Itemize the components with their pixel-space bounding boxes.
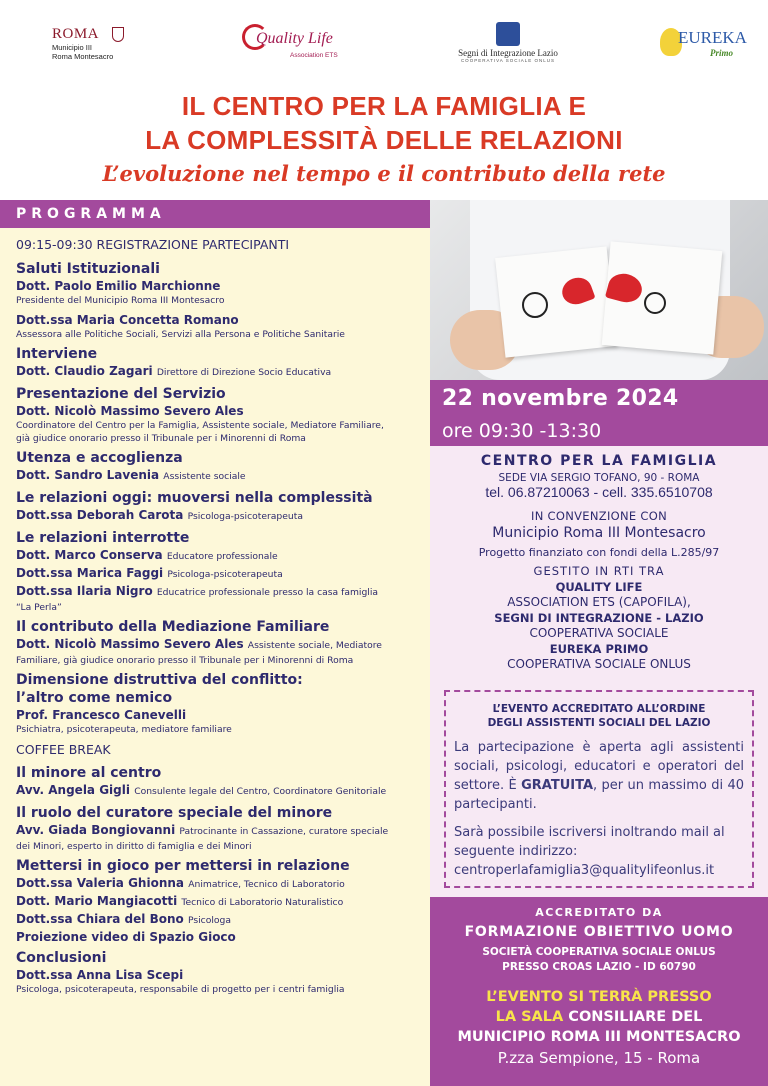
- participation-text-a: La partecipazione è aperta agli assistenti sociali, psicologi, educatori e operatori del settore. È: [454, 740, 744, 793]
- speaker-role: Psicologa, psicoterapeuta, responsabile di progetto per i centri famiglia: [16, 984, 345, 995]
- speaker-line: [16, 583, 430, 601]
- speaker-name: Dott.ssa Valeria Ghionna: [16, 876, 185, 890]
- center-details: [430, 453, 768, 671]
- event-date: 22 novembre 2024: [442, 386, 679, 411]
- center-phone: tel. 06.87210063 - cell. 335.6510708: [485, 484, 713, 500]
- accredited-by-label: ACCREDITATO DA: [535, 906, 663, 919]
- program-section: [16, 385, 430, 445]
- venue-announcement: [430, 987, 768, 1047]
- speaker-role: Animatrice, Tecnico di Laboratorio: [188, 879, 345, 890]
- section-title: l’altro come nemico: [16, 690, 173, 706]
- section-title: Utenza e accoglienza: [16, 450, 183, 466]
- speaker-role: dei Minori, esperto in diritto di famiglia e dei Minori: [16, 841, 252, 852]
- speaker-name: Dott.ssa Marica Faggi: [16, 566, 164, 580]
- accreditation-heading: [446, 702, 752, 730]
- eureka-sub: Primo: [710, 48, 734, 58]
- venue-address: P.zza Sempione, 15 - Roma: [497, 1049, 701, 1067]
- venue-line2: [430, 1007, 768, 1027]
- speaker-name: Dott. Nicolò Massimo Severo Ales: [16, 637, 244, 651]
- speaker-role: Direttore di Direzione Socio Educativa: [156, 367, 332, 378]
- section-title: Interviene: [16, 346, 98, 362]
- quality-life-sub: Association ETS: [290, 52, 338, 59]
- speaker-role: Psicologa-psicoterapeuta: [167, 569, 283, 580]
- speaker-role: Psicologa: [187, 915, 231, 926]
- section-title: Il contributo della Mediazione Familiare: [16, 619, 330, 635]
- roma-crest-icon: [112, 27, 124, 42]
- partner-org-sub: ASSOCIATION ETS (CAPOFILA),: [507, 595, 691, 609]
- speaker-line: [16, 875, 430, 893]
- accreditation-box: [444, 690, 754, 888]
- speaker-role: Educatrice professionale presso la casa famiglia: [156, 587, 379, 598]
- speaker-role: Consulente legale del Centro, Coordinatore Genitoriale: [134, 786, 387, 797]
- program-section: [16, 857, 430, 945]
- center-info-box: [430, 446, 768, 897]
- speaker-line: [16, 822, 430, 840]
- eureka-logo: [660, 24, 747, 64]
- managed-label: GESTITO IN RTI TRA: [533, 564, 665, 578]
- program-section: [16, 618, 430, 667]
- speaker-line: [16, 893, 430, 911]
- roma-municipio-logo: [52, 26, 142, 61]
- partner-org-name: QUALITY LIFE: [555, 580, 643, 594]
- program-section: [16, 764, 430, 800]
- partner-org-name: EUREKA PRIMO: [549, 642, 649, 656]
- speaker-line: [16, 547, 430, 565]
- roma-wordmark: ROMA: [52, 26, 100, 42]
- date-box: [430, 380, 768, 446]
- program-header: PROGRAMMA: [0, 200, 430, 228]
- center-title: CENTRO PER LA FAMIGLIA: [480, 453, 718, 469]
- torn-paper-photo: [430, 200, 768, 380]
- speaker-role: Assessora alle Politiche Sociali, Servizi alla Persona e Politiche Sanitarie: [16, 329, 345, 340]
- program-body: [0, 228, 430, 996]
- section-title: Il ruolo del curatore speciale del minore: [16, 805, 333, 821]
- convention-label: IN CONVENZIONE CON: [531, 509, 667, 523]
- speaker-name: Avv. Giada Bongiovanni: [16, 823, 176, 837]
- speaker-role: “La Perla”: [16, 602, 62, 613]
- program-column: [0, 200, 430, 1086]
- logo-bar: [0, 0, 768, 80]
- speaker-role: già giudice onorario presso il Tribunale per i Minorenni di Roma: [16, 433, 306, 444]
- speaker-line: [16, 507, 430, 525]
- event-subtitle: L’evoluzione nel tempo e il contributo della rete: [102, 161, 666, 186]
- speaker-line: [16, 782, 430, 800]
- speaker-line: [16, 636, 430, 654]
- center-address: SEDE VIA SERGIO TOFANO, 90 - ROMA: [498, 472, 700, 484]
- title-line-1: IL CENTRO PER LA FAMIGLIA E: [181, 91, 587, 121]
- section-title: Le relazioni interrotte: [16, 530, 190, 546]
- registration-text: [446, 823, 752, 880]
- section-title: Dimensione distruttiva del conflitto:: [16, 672, 303, 688]
- speaker-role: Psicologa-psicoterapeuta: [187, 511, 303, 522]
- speaker-name: Dott.ssa Ilaria Nigro: [16, 584, 153, 598]
- speaker-name: Dott.ssa Anna Lisa Scepi: [16, 968, 184, 982]
- project-funding: Progetto finanziato con fondi della L.285/97: [478, 546, 720, 559]
- section-title: Saluti Istituzionali: [16, 261, 160, 277]
- speaker-role: Presidente del Municipio Roma III Montesacro: [16, 295, 225, 306]
- registration-line: 09:15-09:30 REGISTRAZIONE PARTECIPANTI: [16, 237, 290, 252]
- venue-line1: L’EVENTO SI TERRÀ PRESSO: [486, 989, 712, 1005]
- accreditation-heading-line1: L’EVENTO ACCREDITATO ALL’ORDINE: [492, 703, 706, 715]
- video-projection: Proiezione video di Spazio Gioco: [16, 930, 236, 944]
- accrediting-body-details: [430, 945, 768, 975]
- quality-life-wordmark: Quality Life: [256, 30, 333, 47]
- venue-line2-rest: CONSILIARE DEL: [568, 1009, 703, 1025]
- registration-instructions: Sarà possibile iscriversi inoltrando mail al seguente indirizzo:: [454, 825, 725, 859]
- speaker-name: Dott. Mario Mangiacotti: [16, 894, 178, 908]
- program-section: [16, 345, 430, 381]
- speaker-line: [16, 565, 430, 583]
- section-title: Il minore al centro: [16, 765, 162, 781]
- free-label: GRATUITA: [521, 778, 594, 793]
- program-section: [16, 804, 430, 853]
- speaker-name: Dott. Nicolò Massimo Severo Ales: [16, 404, 244, 418]
- section-title: Mettersi in gioco per mettersi in relazione: [16, 858, 350, 874]
- section-title: Presentazione del Servizio: [16, 386, 226, 402]
- society-line2: PRESSO CROAS LAZIO - ID 60790: [502, 961, 696, 973]
- speaker-role: Assistente sociale: [163, 471, 246, 482]
- section-title: Conclusioni: [16, 950, 107, 966]
- speaker-role: Coordinatore del Centro per la Famiglia, Assistente sociale, Mediatore Familiare,: [16, 420, 384, 431]
- title-line-2: LA COMPLESSITÀ DELLE RELAZIONI: [145, 125, 623, 155]
- speaker-name: Avv. Angela Gigli: [16, 783, 130, 797]
- segni-integrazione-logo: [440, 22, 576, 66]
- speaker-role: Psichiatra, psicoterapeuta, mediatore familiare: [16, 724, 232, 735]
- participation-text-b: , per un massimo di 40 partecipanti.: [454, 778, 744, 812]
- girl-drawing-icon: [522, 292, 548, 318]
- speaker-name: Dott. Claudio Zagari: [16, 364, 153, 378]
- speaker-name: Dott. Sandro Lavenia: [16, 468, 160, 482]
- paper-left-half: [495, 246, 617, 357]
- accreditation-heading-line2: DEGLI ASSISTENTI SOCIALI DEL LAZIO: [487, 717, 711, 729]
- program-section: [16, 449, 430, 485]
- registration-email[interactable]: centroperlafamiglia3@qualitylifeonlus.it: [454, 863, 715, 878]
- accrediting-body: FORMAZIONE OBIETTIVO UOMO: [464, 924, 734, 940]
- speaker-line: [16, 467, 430, 485]
- speaker-name: Dott. Paolo Emilio Marchionne: [16, 279, 221, 293]
- partner-org-sub: COOPERATIVA SOCIALE: [529, 626, 669, 640]
- partner-org-name: SEGNI DI INTEGRAZIONE - LAZIO: [494, 611, 704, 625]
- segni-sub: COOPERATIVA SOCIALE ONLUS: [460, 58, 556, 63]
- event-title-block: [0, 89, 768, 189]
- participation-text: [446, 738, 752, 814]
- speaker-role: Familiare, già giudice onorario presso il Tribunale per i Minorenni di Roma: [16, 655, 354, 666]
- speaker-name: Prof. Francesco Canevelli: [16, 708, 187, 722]
- municipio-name: Municipio Roma III Montesacro: [492, 525, 706, 541]
- roma-line1: Municipio III: [52, 43, 93, 52]
- segni-wordmark: Segni di Integrazione Lazio: [458, 48, 558, 58]
- boy-drawing-icon: [644, 292, 666, 314]
- speaker-name: Dott. Marco Conserva: [16, 548, 163, 562]
- roma-line2: Roma Montesacro: [52, 52, 114, 61]
- program-section: [16, 671, 430, 736]
- venue-line2-highlight: LA SALA: [495, 1009, 564, 1025]
- speaker-name: Dott.ssa Chiara del Bono: [16, 912, 184, 926]
- speaker-line: [16, 363, 430, 381]
- society-line1: SOCIETÀ COOPERATIVA SOCIALE ONLUS: [482, 946, 716, 958]
- venue-line3: MUNICIPIO ROMA III MONTESACRO: [457, 1029, 741, 1045]
- speaker-name: Dott.ssa Deborah Carota: [16, 508, 184, 522]
- event-time: ore 09:30 -13:30: [442, 420, 602, 442]
- speaker-line: [16, 911, 430, 929]
- venue-box: [430, 897, 768, 1086]
- section-title: Le relazioni oggi: muoversi nella complessità: [16, 490, 373, 506]
- program-section: [16, 489, 430, 525]
- coffee-break: COFFEE BREAK: [16, 742, 111, 757]
- program-section: [16, 260, 430, 341]
- quality-life-logo: [242, 22, 352, 64]
- speaker-role: Educatore professionale: [166, 551, 278, 562]
- segni-hand-icon: [496, 22, 520, 46]
- speaker-role: Tecnico di Laboratorio Naturalistico: [181, 897, 344, 908]
- speaker-role: Assistente sociale, Mediatore: [247, 640, 382, 651]
- program-section: [16, 529, 430, 614]
- partner-org-sub: COOPERATIVA SOCIALE ONLUS: [507, 657, 691, 671]
- program-section: [16, 949, 430, 996]
- speaker-name: Dott.ssa Maria Concetta Romano: [16, 313, 239, 327]
- speaker-role: Patrocinante in Cassazione, curatore speciale: [179, 826, 389, 837]
- eureka-wordmark: EUREKA: [678, 28, 747, 47]
